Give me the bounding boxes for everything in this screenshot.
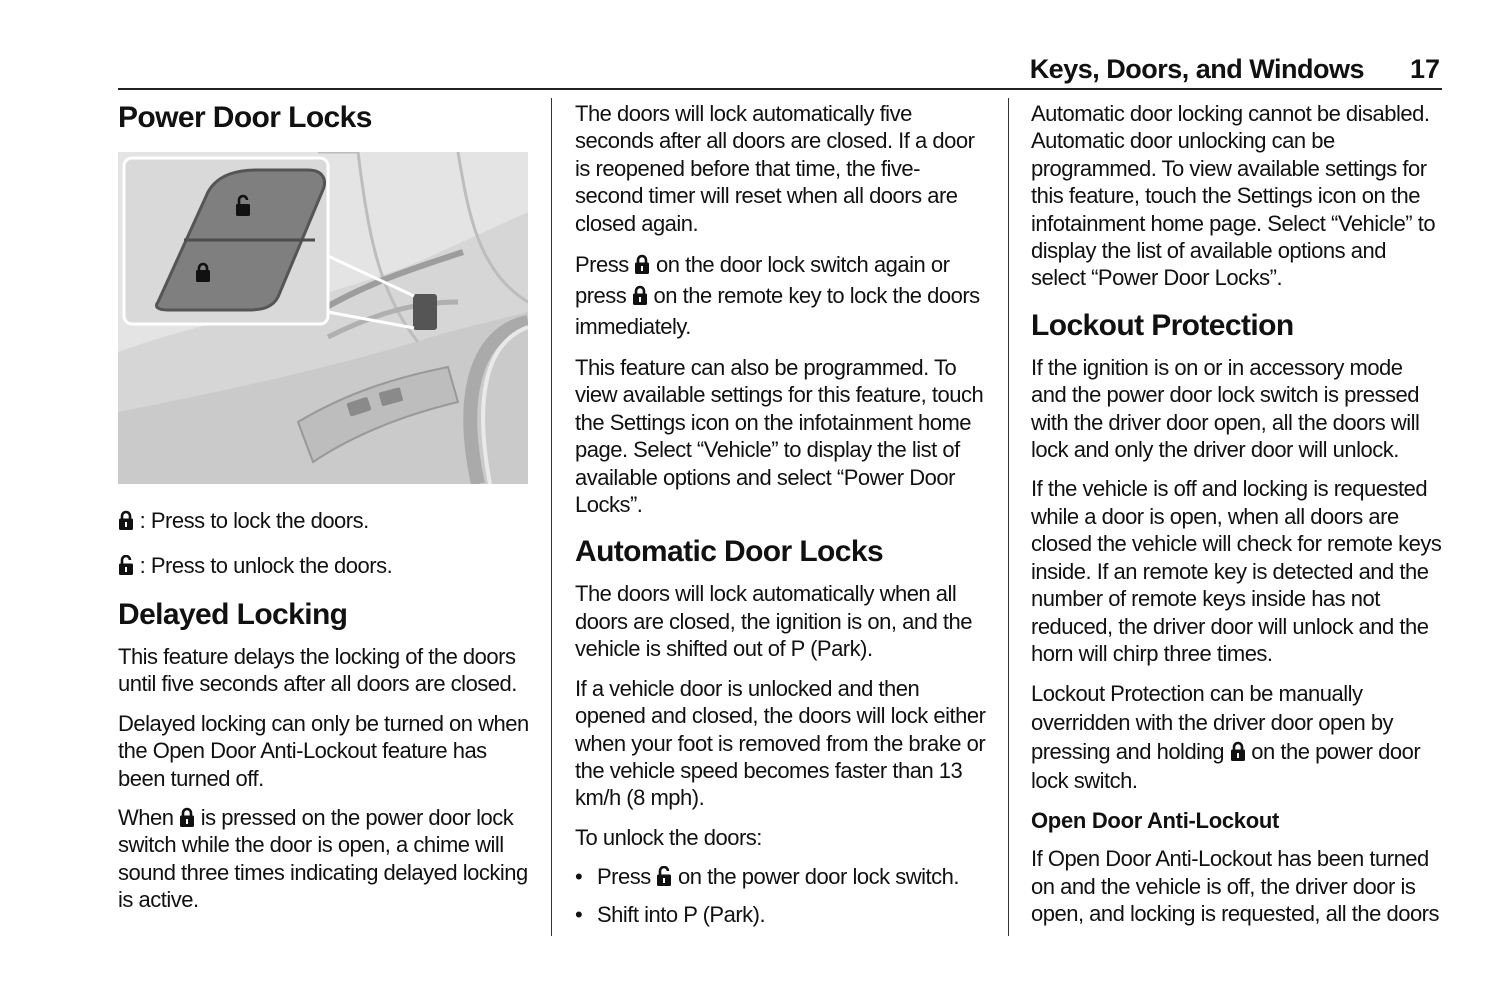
paragraph — [118, 804, 530, 914]
column-2 — [575, 100, 987, 938]
page-header — [118, 52, 1442, 90]
text-run: is pressed on the power door lock switch while the door is open, a chime will sound three times indicating delayed locking is active. — [118, 805, 528, 913]
legend-unlock-text: : Press to unlock the doors. — [139, 553, 393, 578]
paragraph: The doors will lock automatically five seconds after all doors are closed. If a door is reopened before that time, the five-second timer will reset when all doors are closed again. — [575, 101, 975, 236]
paragraph: This feature delays the locking of the doors until five seconds after all doors are closed. — [118, 644, 517, 697]
paragraph: If the ignition is on or in accessory mode and the power door lock switch is pressed with the driver door open, all the doors will lock and only the driver door will unlock. — [1031, 354, 1420, 463]
lock-icon — [1230, 741, 1246, 762]
paragraph: Automatic door locking cannot be disabled. Automatic door unlocking can be programmed. To view available settings for this feature, touch the Settings icon on the infotainment home page. Select “Vehicle” to display the list of available options and select “Power Door Locks”. — [1031, 101, 1436, 291]
unlock-steps-list — [575, 863, 987, 928]
list-item — [575, 863, 987, 890]
paragraph: To unlock the doors: — [575, 824, 762, 850]
text-run: When — [118, 805, 174, 831]
paragraph: If the vehicle is off and locking is requested while a door is open, when all doors are closed the vehicle will check for remote keys inside. If an remote key is detected and the number of remote keys inside has not reduced, the driver door will unlock and the horn will chirp three times. — [1031, 476, 1442, 666]
bullet: • — [575, 901, 583, 927]
text-run: on the power door lock switch. — [1031, 739, 1421, 794]
lock-icon — [118, 510, 134, 531]
text-run: Shift into P (Park). — [597, 901, 766, 927]
paragraph: If a vehicle door is unlocked and then opened and closed, the doors will lock either when your foot is removed from the brake or the vehicle speed becomes faster than 13 km/h (8 mph). — [575, 675, 986, 811]
paragraph: The doors will lock automatically when all doors are closed, the ignition is on, and the vehicle is shifted out of P (Park). — [575, 581, 972, 662]
text-run: on the door lock switch again or press — [575, 252, 950, 309]
list-item — [575, 901, 987, 928]
unlock-icon — [118, 555, 134, 576]
page-number: 17 — [1409, 54, 1440, 84]
open-door-anti-lockout-heading: Open Door Anti-Lockout — [1031, 808, 1280, 834]
legend-unlock — [118, 552, 530, 579]
column-divider — [551, 98, 552, 936]
column-divider — [1008, 98, 1009, 936]
paragraph: Delayed locking can only be turned on when the Open Door Anti-Lockout feature has been turned off. — [118, 710, 529, 791]
paragraph: This feature can also be programmed. To view available settings for this feature, touch the Settings icon on the infotainment home page. Select “Vehicle” to display the list of available options and select “Power Door Locks”. — [575, 355, 984, 518]
column-1 — [118, 100, 530, 926]
paragraph — [575, 249, 987, 342]
power-door-locks-heading: Power Door Locks — [118, 101, 372, 134]
text-run: on the power door lock switch. — [678, 864, 959, 890]
lock-icon — [179, 807, 195, 828]
lockout-protection-heading: Lockout Protection — [1031, 308, 1294, 342]
text-run: Lockout Protection can be manually overridden with the driver door open by pressing and holding — [1031, 681, 1394, 765]
unlock-icon — [656, 866, 672, 887]
text-run: Press — [575, 252, 629, 278]
legend-lock — [118, 507, 530, 534]
paragraph: If Open Door Anti-Lockout has been turned on and the vehicle is off, the driver door is open, and locking is requested, all the doors — [1031, 846, 1440, 927]
door-lock-switch-illustration — [118, 152, 528, 484]
delayed-locking-heading: Delayed Locking — [118, 598, 348, 631]
automatic-door-locks-heading: Automatic Door Locks — [575, 535, 884, 569]
legend-lock-text: : Press to lock the doors. — [139, 508, 369, 533]
section-title: Keys, Doors, and Windows — [1029, 54, 1364, 84]
lock-icon — [634, 254, 650, 275]
column-3 — [1031, 100, 1443, 940]
bullet: • — [575, 864, 583, 890]
text-run: Press — [597, 864, 651, 890]
lock-icon — [632, 285, 648, 306]
text-run: on the remote key to lock the doors immediately. — [575, 283, 980, 340]
paragraph — [1031, 679, 1443, 795]
